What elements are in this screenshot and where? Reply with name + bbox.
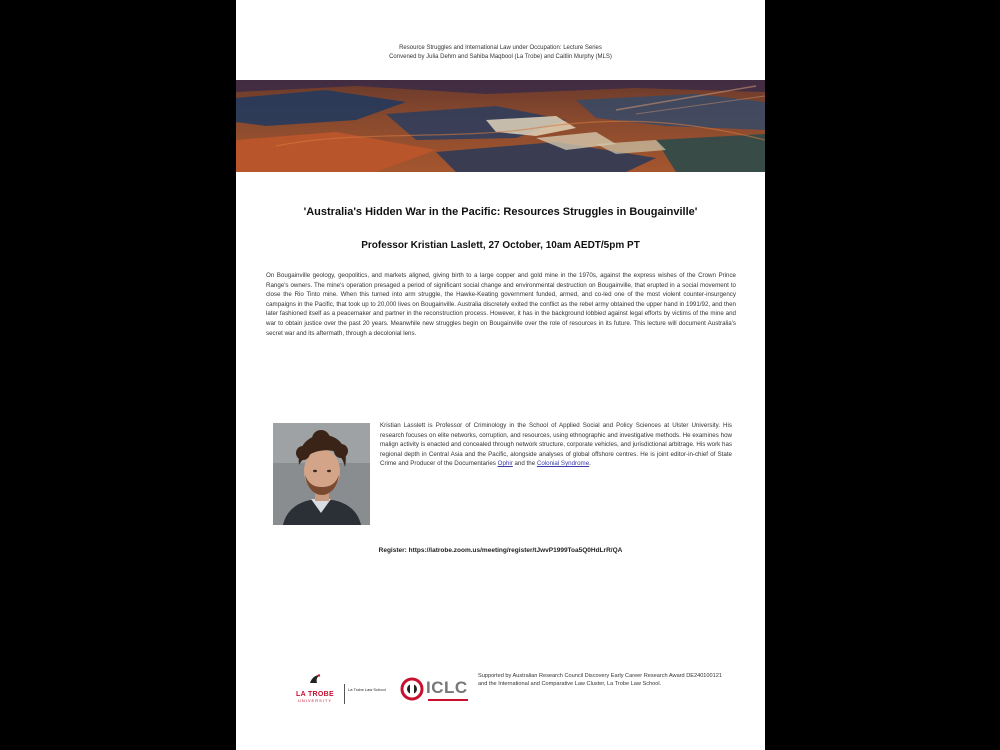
speaker-bio-middle: and the <box>512 460 537 468</box>
aerial-landscape-banner <box>236 80 765 172</box>
funding-acknowledgement: Supported by Australian Research Council Discovery Early Career Research Award DE240100121 and the International and Comparative Law Cluster, La Trobe Law School. <box>478 673 722 687</box>
iclc-underline <box>428 699 468 701</box>
speaker-bio-text: Kristian Lasslett is Professor of Criminology in the School of Applied Social and Policy Sciences at Ulster University. His research focuses on elite networks, corruption, and resources, using ethnographic and investigative methods. He examines how malign activity is enacted and concealed through network structure, corporate vehicles, and jurisdictional arbitrage. His work has regional depth in Central Asia and the Pacific, alongside analyses of global offshore centres. He is joint editor-in-chief of State Crime and Producer of the Documentaries <box>380 422 732 468</box>
iclc-emblem-icon <box>400 677 424 701</box>
series-conveners: Convened by Julia Dehm and Sahiba Maqbool (La Trobe) and Caitlin Murphy (MLS) <box>389 54 612 60</box>
la-trobe-law-school-label: La Trobe Law School <box>348 687 386 692</box>
la-trobe-wordmark: LA TROBE <box>296 691 334 698</box>
la-trobe-mark <box>290 672 340 703</box>
speaker-bio <box>380 421 732 469</box>
la-trobe-university-label: UNIVERSITY <box>297 698 332 703</box>
registration-line <box>236 547 765 554</box>
ophir-documentary-link[interactable]: Ophir <box>497 460 513 468</box>
iclc-logo <box>400 676 472 702</box>
series-title: Resource Struggles and International Law under Occupation: Lecture Series <box>399 45 602 51</box>
iclc-wordmark: ICLC <box>426 678 468 697</box>
speaker-photo <box>273 423 370 525</box>
lecture-speaker-date: Professor Kristian Laslett, 27 October, 10am AEDT/5pm PT <box>361 240 640 251</box>
series-header <box>236 44 765 62</box>
register-label: Register: <box>378 547 409 554</box>
aerial-landscape-image <box>236 80 765 172</box>
lecture-abstract: On Bougainville geology, geopolitics, and markets aligned, giving birth to a large copper and gold mine in the 1970s, against the express wishes of the Crown Prince Range's owners. The mine's operation presaged a period of significant social change and environmental destruction on Bougainville, that erupted in a social movement to close the Rio Tinto mine. When this turned into arm struggle, the Hawke-Keating government funded, armed, and co-led one of the most violent counter-insurgency campaigns in the Pacific, that took up to 20,000 lives on Bougainville. Australia discretely exited the conflict as the rebel army obtained the upper hand in 1991/92, and then later fashioned itself as a peacemaker and partner in the reconstruction process. However, it has in the background lobbied against legal efforts by victims of the mine and war to obtain justice over the past 20 years. Meanwhile new struggles begin on Bougainville over the role of resources in its future. This lecture will document Australia's secret war and its aftermath, through a decolonial lens. <box>266 272 736 337</box>
la-trobe-logo <box>288 672 398 708</box>
colonial-syndrome-link[interactable]: Colonial Syndrome <box>536 460 590 468</box>
speaker-portrait-image <box>273 423 370 525</box>
speaker-bio-end: . <box>589 460 591 468</box>
poster-page <box>236 0 765 750</box>
la-trobe-bird-icon <box>308 673 322 685</box>
logo-divider <box>344 684 345 704</box>
lecture-title: 'Australia's Hidden War in the Pacific: Resources Struggles in Bougainville' <box>303 206 698 218</box>
footer-logos <box>288 668 728 712</box>
register-url-link[interactable]: https://latrobe.zoom.us/meeting/register/tJwvP1999Toa5Q0HdLrR/QA <box>408 547 623 554</box>
